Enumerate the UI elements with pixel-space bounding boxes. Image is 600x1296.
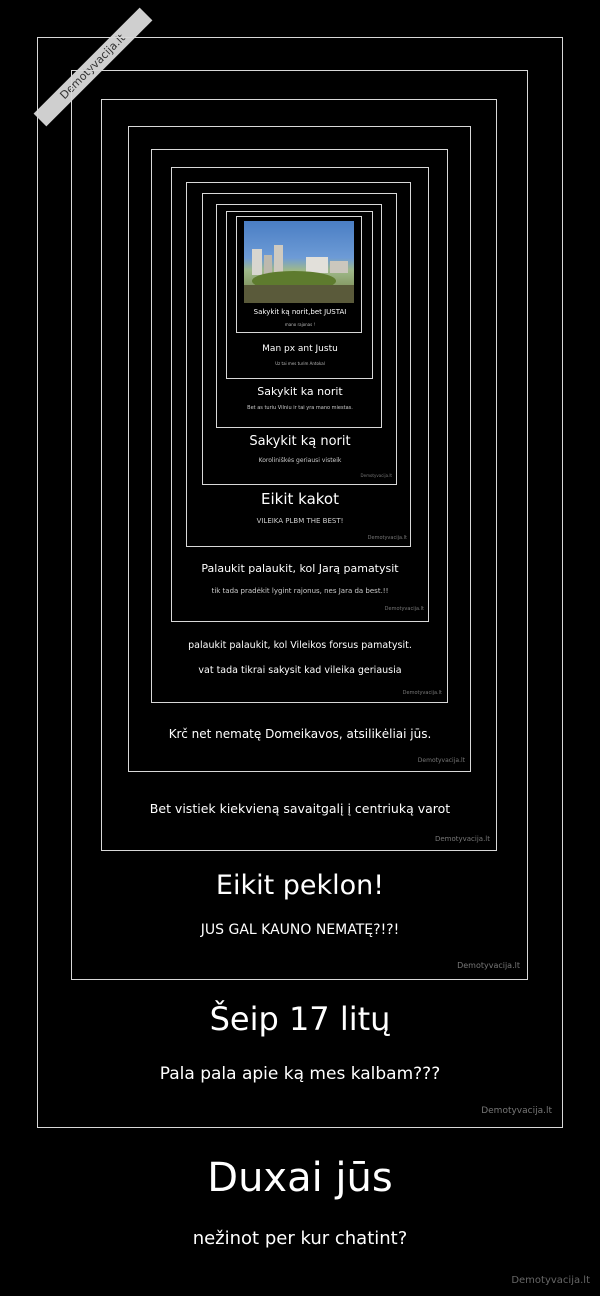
level-4-watermark: Demotyvacija.lt [417, 757, 465, 764]
level-8-title: Sakykit ką norit [249, 434, 351, 449]
level-4-title: Krč net nematę Domeikavos, atsilikėliai jūs. [168, 727, 432, 741]
level-6-watermark: Demotyvacija.lt [384, 606, 424, 612]
level-6-subtitle: tik tada pradėkit lygint rajonus, nes Jara da best.!! [211, 587, 389, 595]
level-7-title: Eikit kakot [261, 490, 339, 508]
level-10-subtitle: Uz tai mes turim Antokal [275, 361, 325, 366]
level-10-title: Man px ant Justu [262, 344, 338, 354]
city-photo [244, 221, 354, 303]
level-11-subtitle: mano rajonas ! [284, 322, 316, 327]
level-7-watermark: Demotyvacija.lt [367, 535, 407, 541]
level-8-watermark: Demotyvacija.lt [360, 473, 392, 478]
level-7-subtitle: VILEIKA PLBM THE BEST! [256, 517, 344, 525]
watermark-ribbon: Demotyvacija.lt [34, 8, 153, 127]
level-1-title: Šeip 17 litų [209, 1000, 391, 1038]
level-8-subtitle: Koroliniškės geriausi visteik [258, 457, 342, 464]
level-9-subtitle: Bet as turiu Vilniu ir tai yra mano miestas. [247, 405, 353, 411]
main-subtitle: nežinot per kur chatint? [192, 1228, 408, 1249]
level-1-watermark: Demotyvacija.lt [481, 1106, 552, 1116]
level-1-subtitle: Pala pala apie ką mes kalbam??? [159, 1064, 441, 1084]
site-watermark: Demotyvacija.lt [511, 1275, 590, 1286]
level-2-subtitle: JUS GAL KAUNO NEMATĘ?!?! [200, 922, 400, 938]
level-3-watermark: Demotyvacija.lt [434, 835, 490, 843]
level-11-title: Sakykit ką norit,bet JUSTAI [253, 308, 347, 316]
level-9-title: Sakykit ka norit [257, 385, 343, 398]
level-5-watermark: Demotyvacija.lt [402, 690, 442, 696]
level-5-line1: palaukit palaukit, kol Vileikos forsus pamatysit. [188, 640, 412, 651]
level-2-watermark: Demotyvacija.lt [457, 961, 520, 970]
level-3-title: Bet vistiek kiekvieną savaitgalį į centriuką varot [149, 801, 451, 816]
level-2-title: Eikit peklon! [215, 870, 385, 901]
main-title: Duxai jūs [207, 1155, 393, 1201]
level-5-line2: vat tada tikrai sakysit kad vileika geriausia [198, 665, 402, 676]
level-6-title: Palaukit palaukit, kol Jarą pamatysit [201, 562, 399, 575]
